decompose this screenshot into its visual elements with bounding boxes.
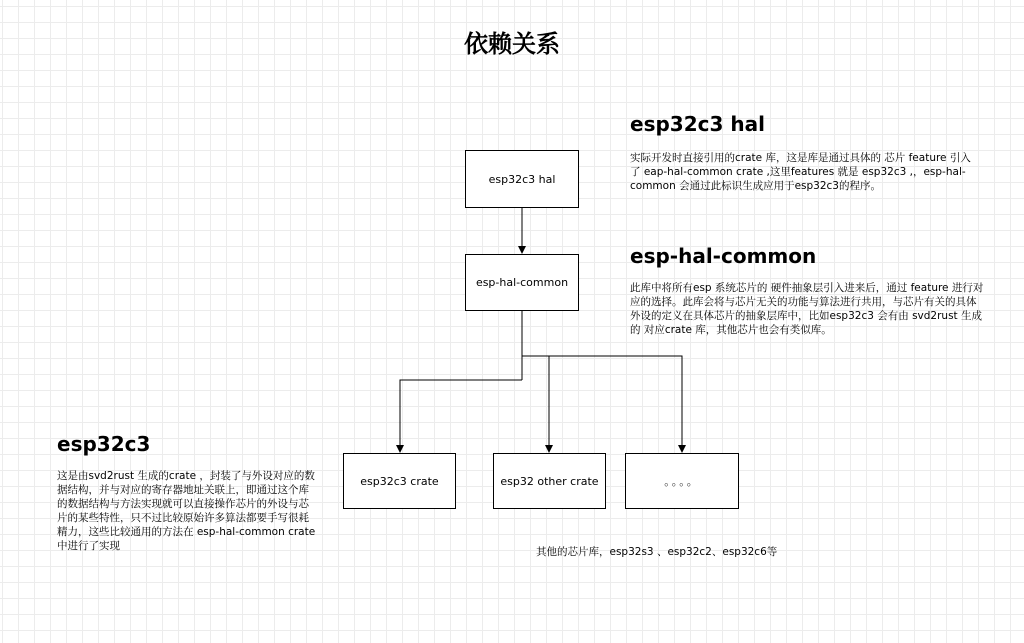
section-heading-c3: esp32c3 (57, 432, 151, 456)
node-esp32c3-crate: esp32c3 crate (343, 453, 456, 509)
node-esp32c3-hal: esp32c3 hal (465, 150, 579, 208)
section-desc-common: 此库中将所有esp 系统芯片的 硬件抽象层引入进来后，通过 feature 进行对应的选择。此库会将与芯片无关的功能与算法进行共用，与芯片有关的具体外设的定义在具体芯片的抽象层库中，比如esp32c3 会有由 svd2rust 生成的 对应crate 库，其他芯片也会有类似库。 (630, 282, 984, 336)
node-more-crates: 。。。。 (625, 453, 739, 509)
section-heading-hal: esp32c3 hal (630, 112, 765, 136)
edge-common-to-c3 (400, 380, 522, 452)
edge-common-to-more (522, 356, 682, 452)
other-chips-note: 其他的芯片库，esp32s3 、esp32c2、esp32c6等 (536, 546, 778, 558)
section-heading-common: esp-hal-common (630, 244, 817, 268)
node-esp32-other-crate: esp32 other crate (493, 453, 606, 509)
section-desc-c3: 这是由svd2rust 生成的crate ，封装了与外设对应的数据结构，并与对应的寄存器地址关联上，即通过这个库的数据结构与方法实现就可以直接操作芯片的外设与芯片的某些特性，只不过比较原始许多算法都要手写很耗精力，这些比较通用的方法在 esp-hal-common crate 中进行了实现 (57, 470, 316, 552)
page-title: 依赖关系 (464, 30, 560, 58)
section-desc-hal: 实际开发时直接引用的crate 库，这是库是通过具体的 芯片 feature 引入了 eap-hal-common crate ,这里features 就是 esp32c3 ,，esp-hal-common 会通过此标识生成应用于esp32c3的程序。 (630, 152, 971, 192)
node-esp-hal-common: esp-hal-common (465, 254, 579, 311)
